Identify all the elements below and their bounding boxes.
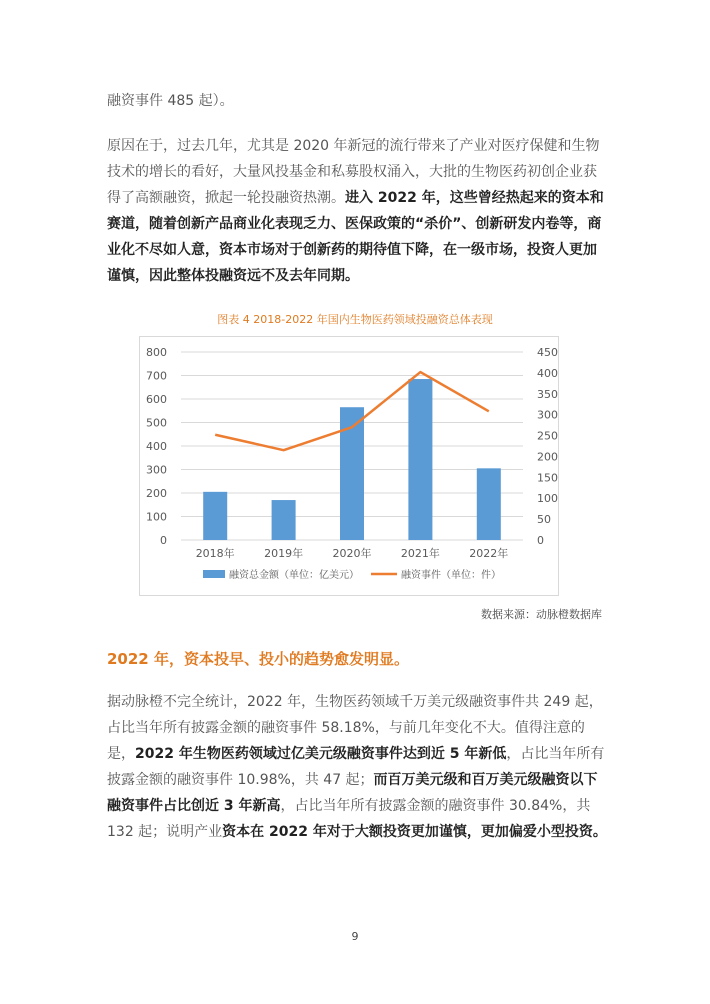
figure-caption: 图表 4 2018-2022 年国内生物医药领域投融资总体表现 (217, 313, 493, 326)
right-axis-tick-label: 350 (537, 387, 558, 401)
right-axis-tick-label: 200 (537, 450, 558, 464)
statistics-text-a: 据动脉橙不完全统计，2022 年，生物医药领域千万美元级融资事件共 249 起，占比当年所有披露金额的融资事件 58.18%，与前几年变化不大。值得注意的是， (107, 694, 603, 762)
right-axis-tick-label: 100 (537, 492, 558, 506)
bar-4 (477, 468, 501, 540)
statistics-text-c: ，占比当年所有披露金额的融资事件 10.98%，共 47 起； (107, 746, 605, 788)
right-axis-tick-label: 300 (537, 408, 558, 422)
figure-source: 数据来源：动脉橙数据库 (481, 608, 602, 621)
left-axis-tick-label: 500 (146, 416, 167, 430)
left-axis-tick-label: 300 (146, 463, 167, 477)
right-axis-tick-label: 50 (537, 513, 551, 527)
right-axis-tick-label: 250 (537, 429, 558, 443)
bar-0 (203, 492, 227, 540)
left-axis-tick-label: 800 (146, 346, 167, 359)
paragraph-statistics (107, 689, 607, 845)
right-axis-tick-label: 0 (537, 534, 544, 547)
section-heading: 2022 年，资本投早、投小的趋势愈发明显。 (107, 650, 409, 668)
paragraph-reason (107, 133, 607, 289)
left-axis-tick-label: 0 (160, 534, 167, 547)
left-axis-tick-label: 400 (146, 440, 167, 453)
x-axis-tick-label: 2021年 (400, 547, 440, 560)
x-axis-tick-label: 2020年 (332, 547, 372, 560)
x-axis-tick-label: 2019年 (264, 547, 304, 560)
legend-bar-swatch (203, 570, 225, 578)
legend-bar-label: 融资总金额（单位：亿美元） (229, 570, 359, 581)
paragraph-reason-normal: 原因在于，过去几年，尤其是 2020 年新冠的流行带来了产业对医疗保健和生物技术的增长的看好，大量风投基金和私募股权涌入，大批的生物医药初创企业获得了高额融资，掀起一轮投融资热潮。 (107, 138, 600, 206)
bar-1 (272, 500, 296, 540)
left-axis-tick-label: 200 (146, 487, 167, 500)
right-axis-tick-label: 150 (537, 471, 558, 485)
right-axis-tick-label: 400 (537, 366, 558, 380)
paragraph-continuation: 融资事件 485 起）。 (107, 93, 234, 109)
left-axis-tick-label: 100 (146, 510, 167, 524)
left-axis-tick-label: 600 (146, 393, 167, 406)
left-axis-tick-label: 700 (146, 369, 167, 383)
statistics-text-b: 2022 年生物医药领域过亿美元级融资事件达到近 5 年新低 (135, 746, 507, 762)
x-axis-tick-label: 2018年 (195, 547, 235, 560)
bar-3 (408, 379, 432, 540)
paragraph-reason-bold: 进入 2022 年，这些曾经热起来的资本和赛道，随着创新产品商业化表现乏力、医保政策的“杀价”、创新研发内卷等，商业化不尽如人意，资本市场对于创新药的期待值下降，在一级市场，投资人更加谨慎，因此整体投融资远不及去年同期。 (107, 190, 604, 284)
combo-chart (139, 336, 559, 596)
page-number: 9 (351, 930, 359, 943)
legend-line-label: 融资事件（单位：件） (401, 570, 501, 581)
statistics-text-e: ，占比当年所有披露金额的融资事件 30.84%，共 132 起；说明产业 (107, 798, 591, 840)
statistics-text-f: 资本在 2022 年对于大额投资更加谨慎，更加偏爱小型投资。 (222, 824, 607, 840)
x-axis-tick-label: 2022年 (469, 547, 509, 560)
statistics-text-d: 而百万美元级和百万美元级融资以下融资事件占比创近 3 年新高 (107, 772, 598, 814)
right-axis-tick-label: 450 (537, 346, 558, 359)
